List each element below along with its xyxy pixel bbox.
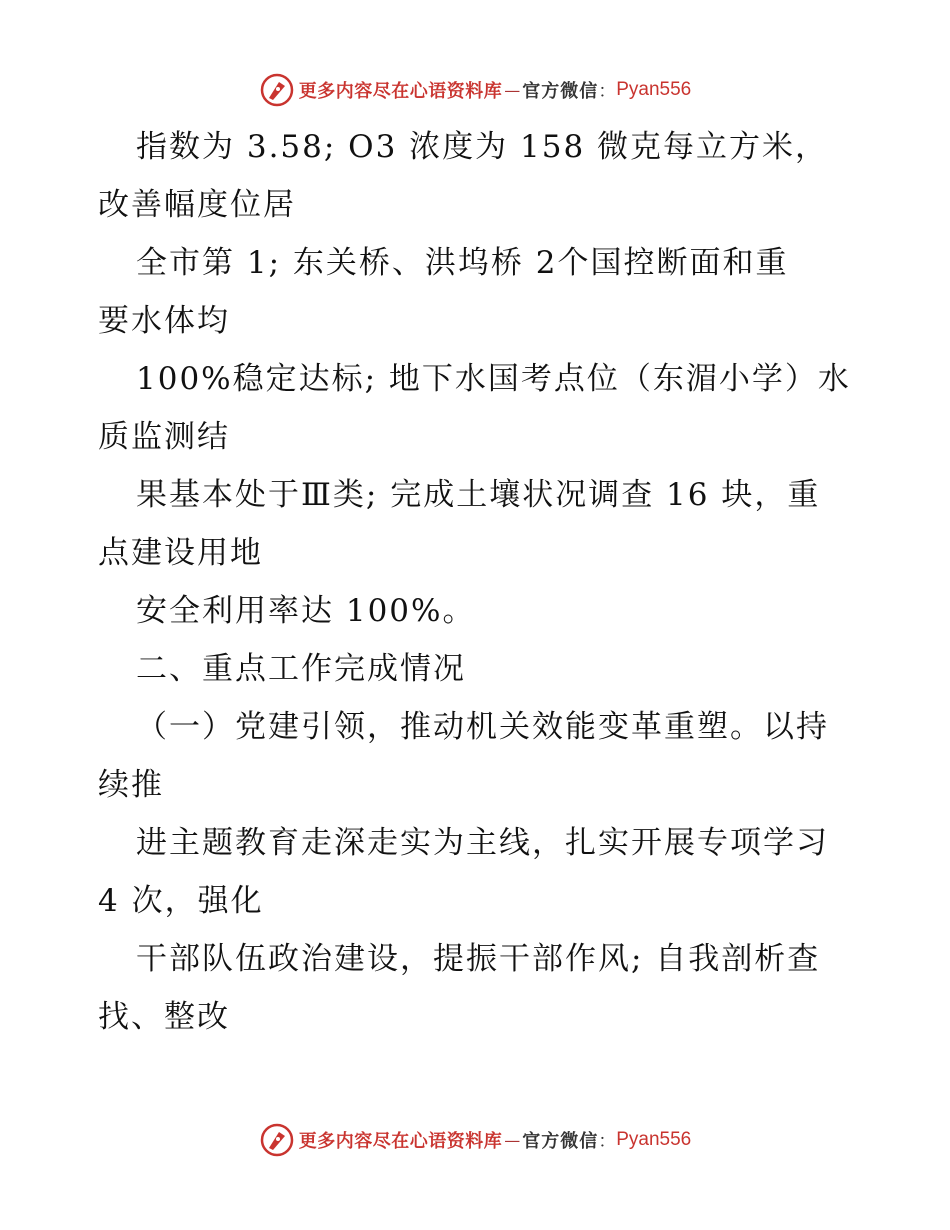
document-body xyxy=(98,118,858,1046)
text-line: 续推 xyxy=(98,767,164,803)
watermark-main-text: 更多内容尽在心语资料库 xyxy=(298,1131,503,1152)
watermark-separator: — xyxy=(504,1130,521,1150)
watermark-wechat-id: Pyan556 xyxy=(616,1129,692,1150)
watermark-sub-text: 官方微信 xyxy=(522,81,599,102)
text-line: 100%稳定达标; 地下水国考点位（东湄小学）水 xyxy=(136,361,851,397)
watermark-colon: ： xyxy=(598,1131,617,1152)
watermark-banner-bottom xyxy=(0,1120,950,1160)
text-line: 安全利用率达 100%。 xyxy=(136,593,476,629)
text-line: （一）党建引领，推动机关效能变革重塑。以持 xyxy=(136,709,829,745)
watermark-banner-top xyxy=(0,70,950,110)
text-line: 4 次，强化 xyxy=(98,883,264,919)
watermark-separator: — xyxy=(504,80,521,100)
watermark-wechat-id: Pyan556 xyxy=(616,79,692,100)
watermark-colon: ： xyxy=(598,81,617,102)
pen-nib-logo-icon xyxy=(259,1122,295,1158)
pen-nib-logo-icon xyxy=(259,72,295,108)
text-line: 指数为 3.58; O3 浓度为 158 微克每立方米， xyxy=(136,129,829,165)
text-line: 果基本处于Ⅲ类; 完成土壤状况调查 16 块，重 xyxy=(136,477,821,513)
text-line: 质监测结 xyxy=(98,419,230,455)
text-line: 点建设用地 xyxy=(98,535,263,571)
text-line: 要水体均 xyxy=(98,303,230,339)
text-line: 找、整改 xyxy=(98,999,230,1035)
text-line: 全市第 1; 东关桥、洪坞桥 2个国控断面和重 xyxy=(136,245,789,281)
text-line: 进主题教育走深走实为主线，扎实开展专项学习 xyxy=(136,825,829,861)
text-line: 干部队伍政治建设，提振干部作风; 自我剖析查 xyxy=(136,941,821,977)
text-line: 改善幅度位居 xyxy=(98,187,296,223)
watermark-main-text: 更多内容尽在心语资料库 xyxy=(298,81,503,102)
watermark-sub-text: 官方微信 xyxy=(522,1131,599,1152)
section-heading: 二、重点工作完成情况 xyxy=(136,651,466,687)
